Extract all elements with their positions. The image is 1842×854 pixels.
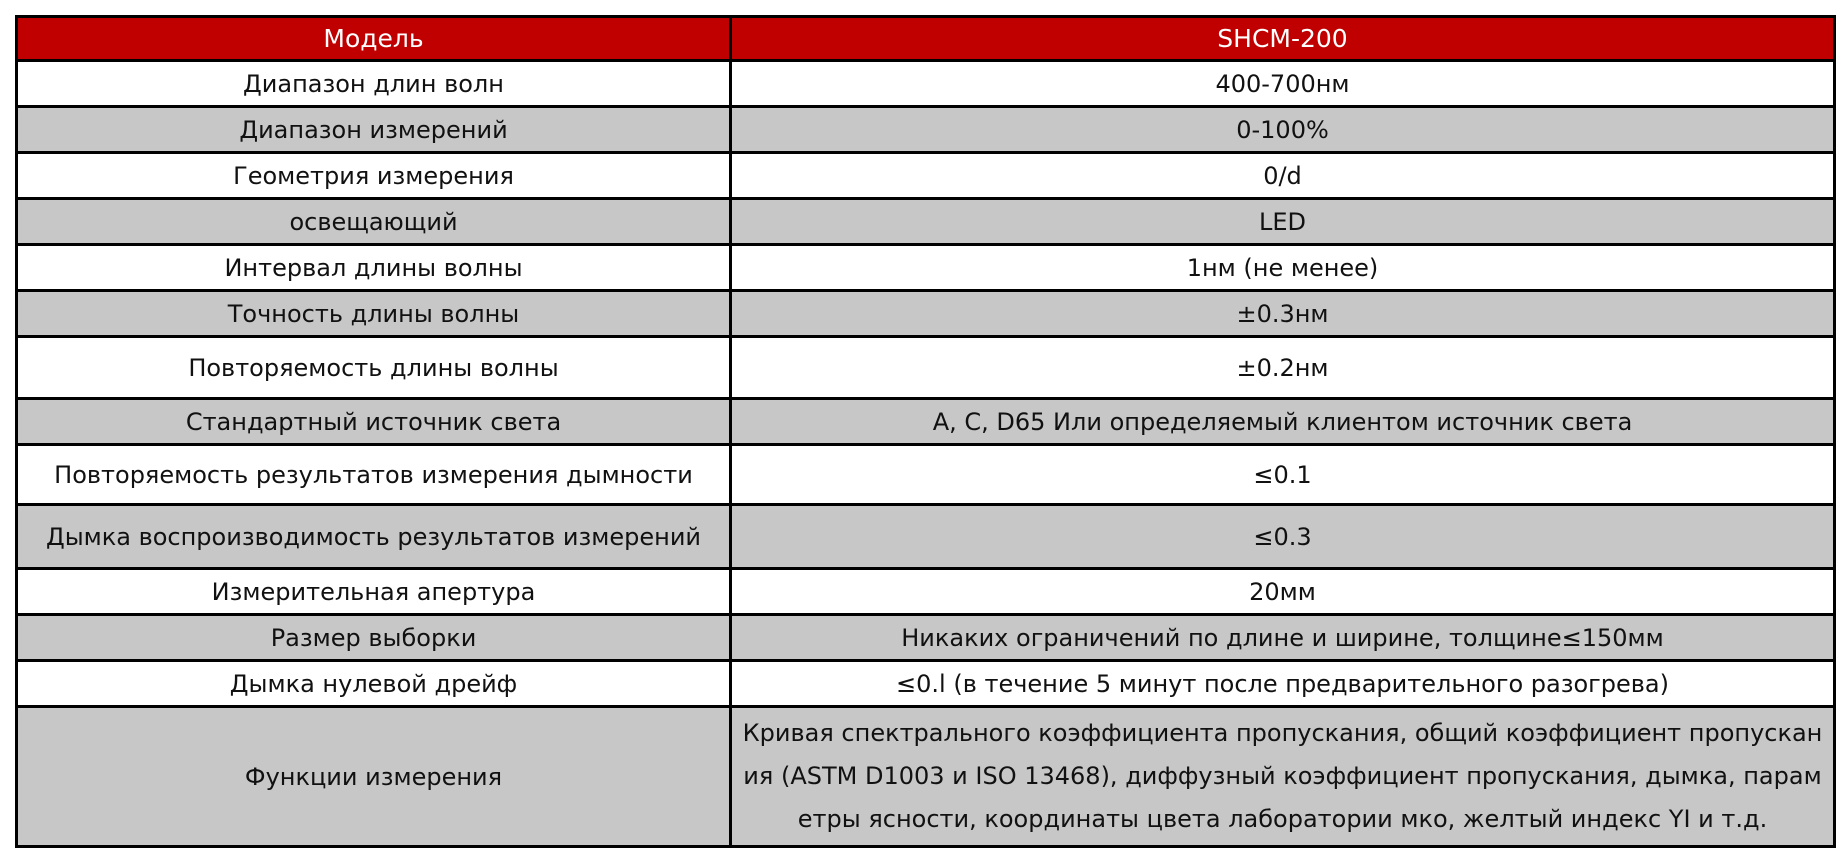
value-cell: ±0.2нм [731,337,1835,399]
param-cell: Дымка нулевой дрейф [17,661,731,707]
value-cell: A, C, D65 Или определяемый клиентом источник света [731,399,1835,445]
value-cell: 0-100% [731,107,1835,153]
table-header-row [17,17,1835,61]
value-cell: 1нм (не менее) [731,245,1835,291]
param-cell: Дымка воспроизводимость результатов измерений [17,505,731,569]
param-cell: Повторяемость результатов измерения дымности [17,445,731,505]
value-cell: ≤0.3 [731,505,1835,569]
table-row [17,707,1835,847]
param-cell: Интервал длины волны [17,245,731,291]
value-cell: 0/d [731,153,1835,199]
table-row [17,505,1835,569]
param-cell: Диапазон измерений [17,107,731,153]
param-cell: Функции измерения [17,707,731,847]
value-cell: LED [731,199,1835,245]
param-cell: Измерительная апертура [17,569,731,615]
table-row [17,107,1835,153]
param-cell: Стандартный источник света [17,399,731,445]
table-row [17,291,1835,337]
table-row [17,615,1835,661]
value-cell: 20мм [731,569,1835,615]
table-row [17,445,1835,505]
table-row [17,199,1835,245]
table-row [17,399,1835,445]
table-row [17,245,1835,291]
value-cell: ≤0.1 [731,445,1835,505]
table-row [17,337,1835,399]
spec-table [15,15,1836,848]
param-cell: Геометрия измерения [17,153,731,199]
table-row [17,61,1835,107]
param-cell: освещающий [17,199,731,245]
param-cell: Точность длины волны [17,291,731,337]
value-cell: ±0.3нм [731,291,1835,337]
table-row [17,153,1835,199]
table-row [17,569,1835,615]
value-cell: Кривая спектрального коэффициента пропускания, общий коэффициент пропускания (ASTM D1003 и ISO 13468), диффузный коэффициент пропускания, дымка, параметры ясности, координаты цвета лаборатории мко, желтый индекс YI и т.д. [731,707,1835,847]
header-param-cell: Модель [17,17,731,61]
table-row [17,661,1835,707]
param-cell: Диапазон длин волн [17,61,731,107]
header-value-cell: SHCM-200 [731,17,1835,61]
value-cell: ≤0.l (в течение 5 минут после предварительного разогрева) [731,661,1835,707]
value-cell: 400-700нм [731,61,1835,107]
param-cell: Повторяемость длины волны [17,337,731,399]
value-cell: Никаких ограничений по длине и ширине, толщине≤150мм [731,615,1835,661]
param-cell: Размер выборки [17,615,731,661]
